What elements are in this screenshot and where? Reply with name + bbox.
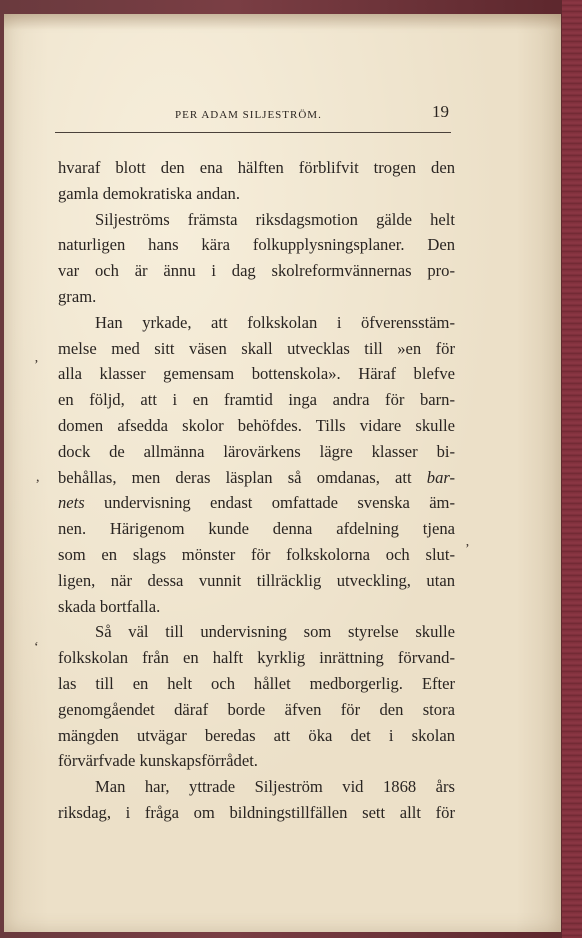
text-line xyxy=(58,774,455,800)
margin-mark: ’ xyxy=(34,358,39,373)
text-line: skada bortfalla. xyxy=(58,596,161,616)
text-fragment: behållas, men deras läsplan så omdanas, att xyxy=(58,467,412,487)
text-line xyxy=(58,465,455,491)
text-line: gamla demokratiska andan. xyxy=(58,183,241,203)
text-line: som en slags mönster för folkskolorna och slut- xyxy=(58,544,455,564)
text-fragment: Man har, yttrade Siljeström vid xyxy=(95,777,364,797)
text-line: ligen, när dessa vunnit tillräcklig utveckling, utan xyxy=(58,570,455,590)
year-text: 1868 xyxy=(382,777,417,797)
book-spine-edge xyxy=(562,0,582,938)
text-line: gram. xyxy=(58,286,97,306)
italic-word: nets xyxy=(58,493,85,513)
text-line: domen afsedda skolor behöfdes. Tills vidare skulle xyxy=(58,415,455,435)
italic-word: bar- xyxy=(426,467,456,487)
text-line: folkskolan från en halft kyrklig inrättning förvand- xyxy=(58,648,455,668)
page-shadow xyxy=(4,14,561,30)
text-line: förvärfvade kunskapsförrådet. xyxy=(58,751,258,771)
text-line: mängden utvägar beredas att öka det i skolan xyxy=(58,725,455,745)
body-text xyxy=(58,155,455,826)
text-fragment: undervisning endast omfattade svenska äm- xyxy=(104,493,455,513)
text-fragment: års xyxy=(435,777,455,797)
text-line: nen. Härigenom kunde denna afdelning tjena xyxy=(58,519,455,539)
margin-mark: , xyxy=(36,470,40,485)
margin-mark: ’ xyxy=(465,542,470,557)
text-line: dock de allmänna lärovärkens lägre klasser bi- xyxy=(58,441,455,461)
text-line: en följd, att i en framtid inga andra för barn- xyxy=(58,390,455,410)
text-line: var och är ännu i dag skolreformvännernas pro- xyxy=(58,261,455,281)
text-line: Siljeströms främsta riksdagsmotion gälde helt xyxy=(95,209,455,229)
text-line: alla klasser gemensam bottenskola». Häraf blefve xyxy=(58,364,455,384)
text-line: naturligen hans kära folkupplysningsplaner. Den xyxy=(58,235,455,255)
text-line: melse med sitt väsen skall utvecklas till »en för xyxy=(58,338,455,358)
text-line: hvaraf blott den ena hälften förblifvit trogen den xyxy=(58,158,455,177)
text-line: Så väl till undervisning som styrelse skulle xyxy=(95,622,455,642)
margin-mark: ‘ xyxy=(34,640,39,655)
book-page xyxy=(4,14,561,932)
running-head: PER ADAM SILJESTRÖM. xyxy=(175,109,322,121)
text-line xyxy=(58,490,455,516)
page-number: 19 xyxy=(432,102,449,121)
header-rule xyxy=(55,132,451,133)
text-line: genomgåendet däraf borde äfven för den stora xyxy=(58,699,455,719)
text-line: riksdag, i fråga om bildningstillfällen sett allt för xyxy=(58,802,455,822)
text-line: Han yrkade, att folkskolan i öfverensstäm- xyxy=(95,312,455,332)
text-line: las till en helt och hållet medborgerlig. Efter xyxy=(58,673,455,693)
